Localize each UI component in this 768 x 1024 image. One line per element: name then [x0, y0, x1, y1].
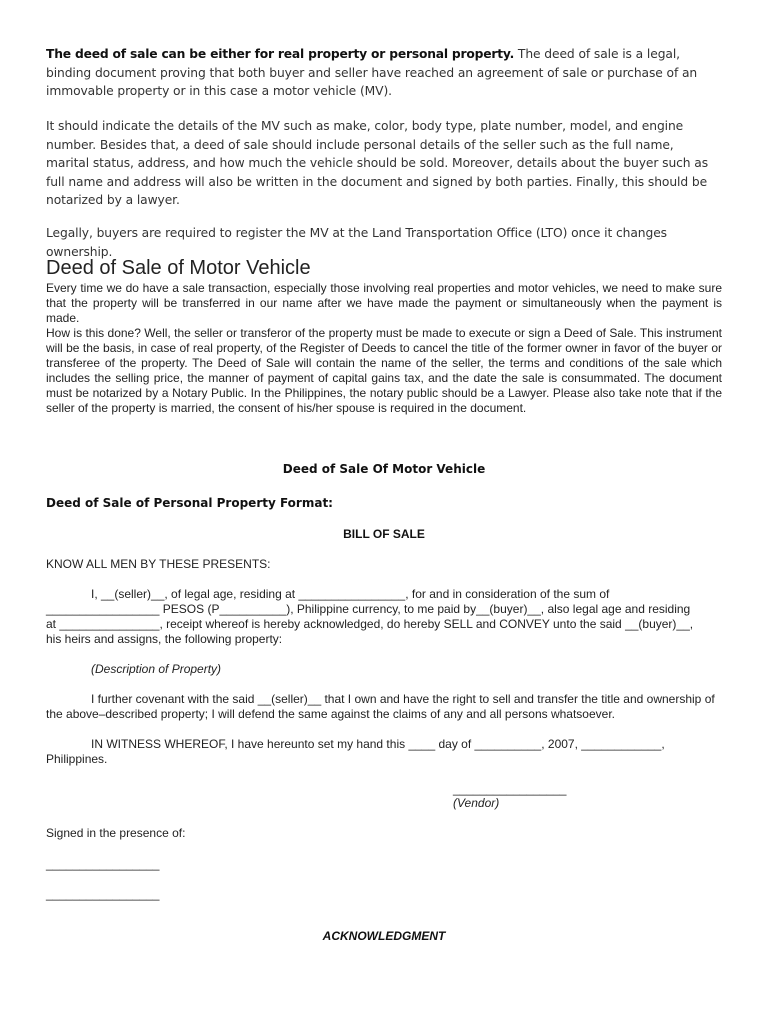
witness-paragraph: IN WITNESS WHEREOF, I have hereunto set my hand this ____ day of __________, 2007, ____________, Philippines.	[46, 737, 665, 766]
sale-clause-line-3: at _______________, receipt whereof is hereby acknowledged, do hereby SELL and CONVEY unto the said __(buyer)__,	[46, 617, 694, 631]
intro-paragraph-2: It should indicate the details of the MV such as make, color, body type, plate number, model, and engine number. Besides that, a deed of sale should include personal details of the seller such as the full name, marital status, address, and how much the vehicle should be sold. Moreover, details about the buyer such as full name and address will also be written in the document and signed by both parties. Finally, this should be notarized by a lawyer.	[46, 119, 709, 207]
know-all-men-line: KNOW ALL MEN BY THESE PRESENTS:	[46, 557, 271, 571]
property-description-placeholder: (Description of Property)	[91, 662, 222, 676]
intro-paragraph-3: Legally, buyers are required to register the MV at the Land Transportation Office (LTO) once it changes ownership.	[46, 226, 667, 259]
intro-paragraph-1	[46, 45, 718, 101]
vendor-label: (Vendor)	[453, 796, 500, 810]
intro-lead-bold: The deed of sale can be either for real property or personal property.	[46, 47, 515, 61]
bill-of-sale-title: BILL OF SALE	[343, 527, 425, 541]
witness-signature-line-2: _________________	[46, 887, 160, 901]
article-paragraph-2: How is this done? Well, the seller or transferor of the property must be made to execute or sign a Deed of Sale. This instrument will be the basis, in case of real property, of the Register of Deeds to cancel the title of the former owner in favor of the buyer or transferee of the property. The Deed of Sale will contain the name of the seller, the terms and conditions of the sale which includes the selling price, the manner of payment of capital gains tax, and the date the sale is consummated. The document must be notarized by a Notary Public. In the Philippines, the notary public should be a Lawyer. Please also take note that if the seller of the property is married, the consent of his/her spouse is required in the document.	[46, 326, 722, 415]
sale-clause-line-1: I, __(seller)__, of legal age, residing at ________________, for and in consideration of the sum of	[91, 587, 610, 601]
vendor-signature-line: _________________	[453, 782, 567, 796]
sale-clause-line-2: _________________ PESOS (P__________), Philippine currency, to me paid by__(buyer)__, also legal age and residing	[46, 602, 691, 616]
article-paragraph-1: Every time we do have a sale transaction, especially those involving real properties and motor vehicles, we need to make sure that the property will be transferred in our name after we have made the payment or simultaneously when the payment is made.	[46, 281, 722, 325]
signed-in-presence-label: Signed in the presence of:	[46, 826, 186, 840]
witness-signature-line-1: _________________	[46, 857, 160, 871]
document-title: Deed of Sale Of Motor Vehicle	[282, 462, 486, 476]
article-heading: Deed of Sale of Motor Vehicle	[46, 257, 311, 279]
format-label: Deed of Sale of Personal Property Format:	[46, 496, 333, 510]
intro-paragraph-1-text: The deed of sale is a legal, binding document proving that both buyer and seller have reached an agreement of sale or purchase of an immovable property or in this case a motor vehicle (MV).	[46, 47, 698, 98]
sale-clause-line-4: his heirs and assigns, the following property:	[46, 632, 283, 646]
covenant-paragraph: I further covenant with the said __(seller)__ that I own and have the right to sell and transfer the title and ownership of the above–described property; I will defend the same against the claims of any and all persons whatsoever.	[46, 692, 715, 721]
acknowledgment-heading: ACKNOWLEDGMENT	[322, 929, 446, 943]
